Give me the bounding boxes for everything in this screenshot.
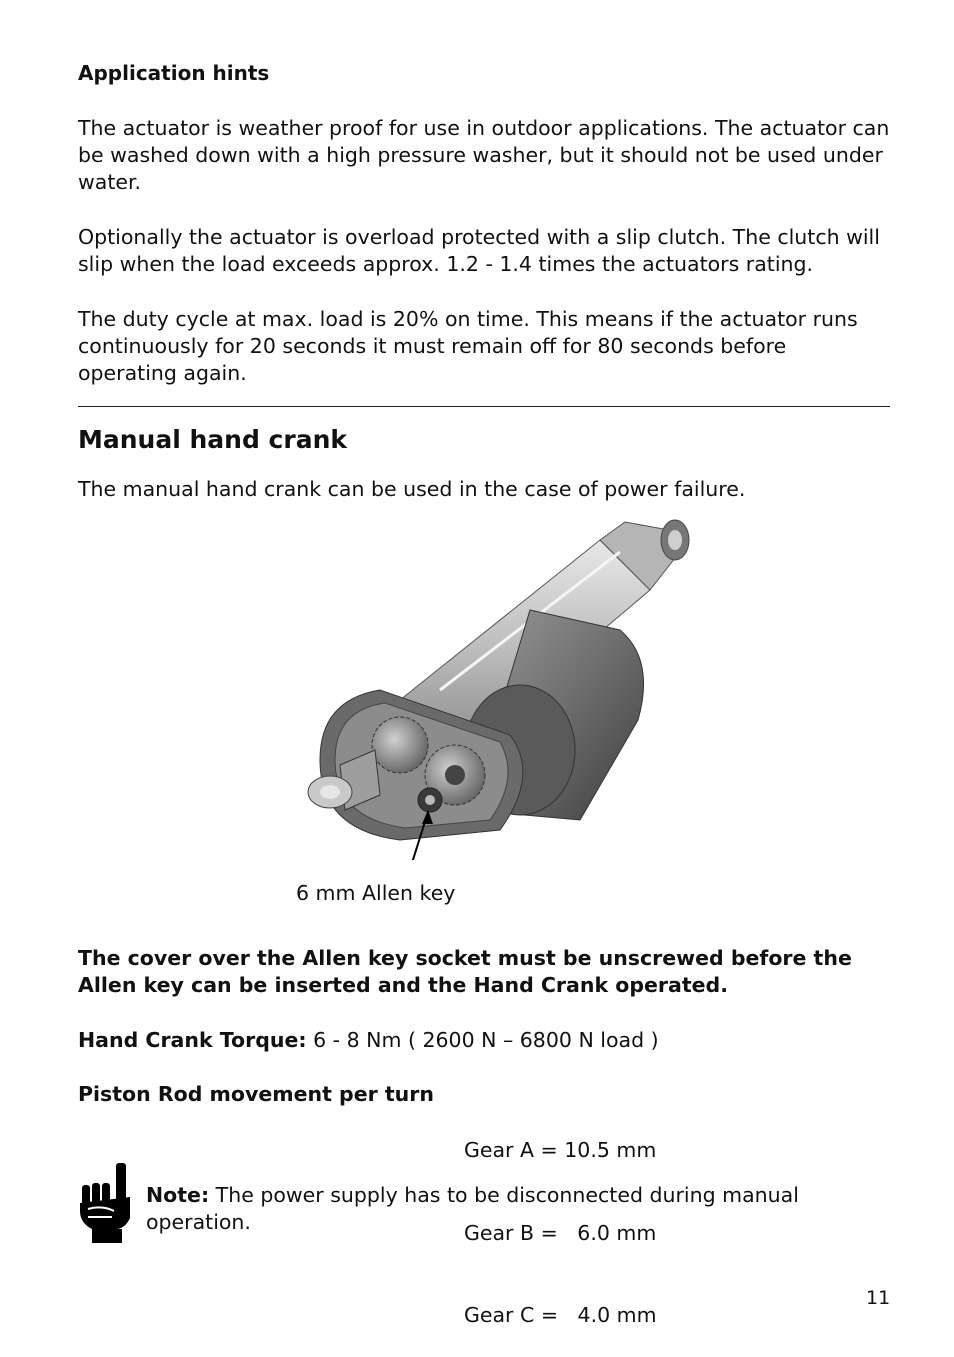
note-power-supply	[146, 1182, 846, 1236]
paragraph-hand-crank-intro: The manual hand crank can be used in the case of power failure.	[78, 477, 746, 501]
section-heading-application-hints: Application hints	[78, 61, 270, 85]
hand-crank-torque	[78, 1027, 659, 1054]
paragraph-weather-proof: The actuator is weather proof for use in outdoor applications. The actuator can be washed down with a high pressure washer, but it should not be used under water.	[78, 116, 890, 194]
gear-c-value: Gear C = 4.0 mm	[464, 1303, 657, 1327]
note-label: Note:	[146, 1183, 210, 1207]
actuator-illustration	[280, 510, 700, 860]
section-divider	[78, 406, 890, 407]
allen-key-warning: The cover over the Allen key socket must be unscrewed before the Allen key can be inserted and the Hand Crank operated.	[78, 946, 852, 997]
paragraph-slip-clutch: Optionally the actuator is overload protected with a slip clutch. The clutch will slip when the load exceeds approx. 1.2 - 1.4 times the actuators rating.	[78, 225, 880, 276]
note-text: The power supply has to be disconnected during manual operation.	[146, 1183, 799, 1234]
torque-label: Hand Crank Torque:	[78, 1028, 307, 1052]
section-heading-manual-hand-crank: Manual hand crank	[78, 425, 347, 454]
gear-b-value: Gear B = 6.0 mm	[464, 1220, 657, 1245]
figure-callout-label: 6 mm Allen key	[296, 881, 456, 905]
gear-a-value: Gear A = 10.5 mm	[464, 1138, 657, 1162]
piston-rod-movement-label: Piston Rod movement per turn	[78, 1082, 434, 1106]
paragraph-duty-cycle: The duty cycle at max. load is 20% on time. This means if the actuator runs continuously for 20 seconds it must remain off for 80 seconds before operating again.	[78, 307, 858, 385]
torque-value: 6 - 8 Nm ( 2600 N – 6800 N load )	[306, 1028, 659, 1052]
page-number: 11	[866, 1287, 891, 1309]
pointing-hand-icon	[78, 1163, 132, 1243]
